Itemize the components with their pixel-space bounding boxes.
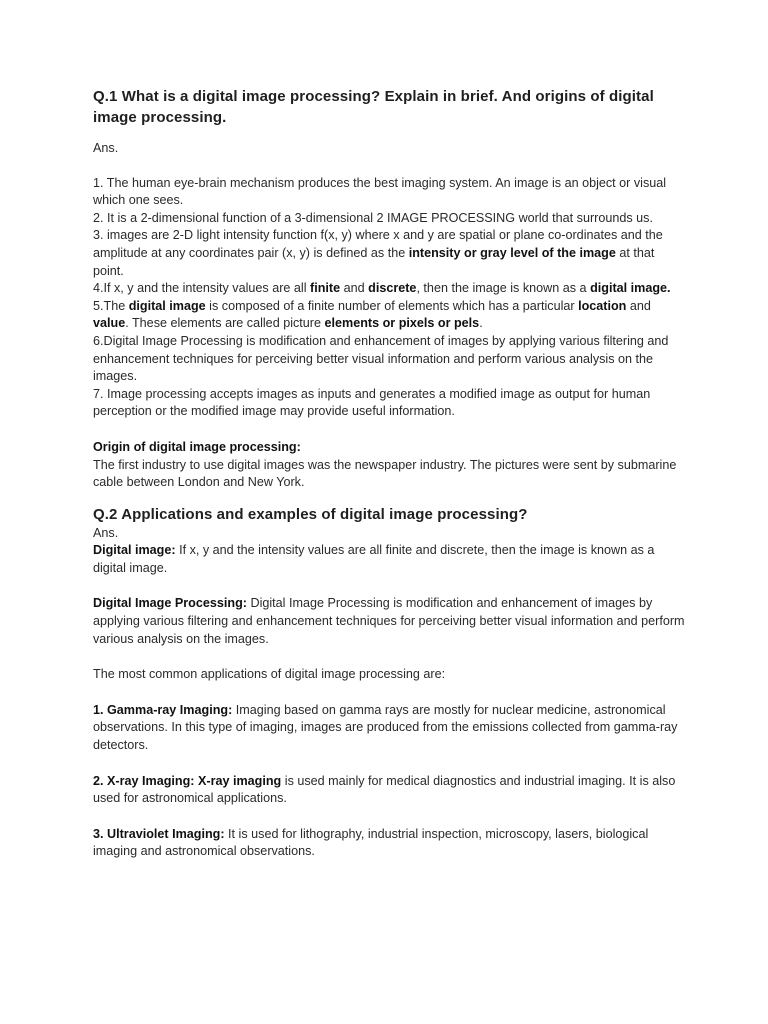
q1-ans-label: Ans. — [93, 141, 119, 155]
q1-point — [93, 227, 688, 280]
q2-apps-intro: The most common applications of digital image processing are: — [93, 667, 446, 682]
q2-answer — [93, 525, 688, 861]
point-text: 1. The human eye-brain mechanism produces the best imaging system. An image is an object or visual which one sees. — [93, 175, 667, 208]
bold-term: digital image — [128, 298, 206, 313]
digital-image-label: Digital image: — [93, 543, 176, 558]
point-text: 2. It is a 2-dimensional function of a 3-dimensional 2 IMAGE PROCESSING world that surrounds us. — [93, 210, 653, 225]
q1-point — [93, 210, 688, 228]
application-text: is used mainly for medical diagnostics and industrial imaging. It is also used for astronomical applications. — [93, 773, 676, 806]
application-label: 3. Ultraviolet Imaging: — [93, 826, 225, 841]
q1-point — [93, 298, 688, 333]
q1-point — [93, 280, 688, 298]
bold-term: discrete — [368, 281, 417, 296]
point-text: . These elements are called picture — [125, 316, 325, 331]
application-text: Imaging based on gamma rays are mostly for nuclear medicine, astronomical observations. In this type of imaging, images are produced from the emissions collected from gamma-ray detectors. — [93, 702, 678, 753]
point-text: 3. images are 2-D light intensity function f(x, y) where x and y are spatial or plane co-ordinates and the amplitude at any coordinates pair (x, y) is defined as the — [93, 228, 663, 260]
application-text: It is used for lithography, industrial inspection, microscopy, lasers, biological imaging and astronomical observations. — [93, 826, 649, 859]
q1-origin-title — [93, 439, 688, 457]
q1-point — [93, 175, 688, 210]
application-label: 2. X-ray Imaging: X-ray imaging — [93, 773, 282, 788]
q1-answer — [93, 140, 688, 492]
application-label: 1. Gamma-ray Imaging: — [93, 702, 233, 717]
q2-applications-list — [93, 702, 688, 861]
bold-term: intensity or gray level of the image — [408, 245, 616, 260]
point-text: 5.The — [93, 298, 129, 313]
point-text: and — [626, 298, 651, 313]
q1-points-list — [93, 175, 688, 421]
q2-dip-definition — [93, 595, 688, 648]
point-text: at that point. — [93, 245, 655, 278]
point-text: is composed of a finite number of elements which has a particular — [205, 298, 579, 313]
application-item — [93, 773, 688, 808]
point-text: 4.If x, y and the intensity values are all — [93, 281, 311, 296]
q1-point — [93, 386, 688, 421]
point-text: 7. Image processing accepts images as inputs and generates a modified image as output for human perception or the modified image may provide useful information. — [93, 386, 651, 419]
q2-ans-label: Ans. — [93, 525, 119, 540]
q1-origin-text: The first industry to use digital images was the newspaper industry. The pictures were sent by submarine cable between London and New York. — [93, 457, 677, 490]
point-text: , then the image is known as a — [416, 281, 591, 296]
application-item — [93, 702, 688, 755]
bold-term: digital image. — [590, 281, 671, 296]
dip-text: Digital Image Processing is modification and enhancement of images by applying various filtering and enhancement techniques for perceiving better visual information and perform various analysis on the images. — [93, 596, 685, 646]
q2-heading: Q.2 Applications and examples of digital image processing? — [93, 505, 528, 523]
digital-image-text: If x, y and the intensity values are all finite and discrete, then the image is known as a digital image. — [93, 543, 655, 575]
q1-heading: Q.1 What is a digital image processing? Explain in brief. And origins of digital image processing. — [93, 88, 654, 126]
bold-term: elements or pixels or pels — [324, 316, 480, 331]
application-item — [93, 826, 688, 861]
q2-digital-image-definition — [93, 542, 688, 577]
point-text: and — [340, 281, 369, 296]
q1-point — [93, 333, 688, 386]
bold-term: finite — [310, 281, 341, 296]
bold-term: location — [578, 298, 627, 313]
origin-title: Origin of digital image processing: — [93, 439, 301, 454]
point-text: . — [479, 316, 483, 331]
dip-label: Digital Image Processing: — [93, 596, 247, 611]
point-text: 6.Digital Image Processing is modification and enhancement of images by applying various filtering and enhancement techniques for perceiving better visual information and perform various analysis on the images. — [93, 333, 669, 384]
bold-term: value — [93, 316, 126, 331]
